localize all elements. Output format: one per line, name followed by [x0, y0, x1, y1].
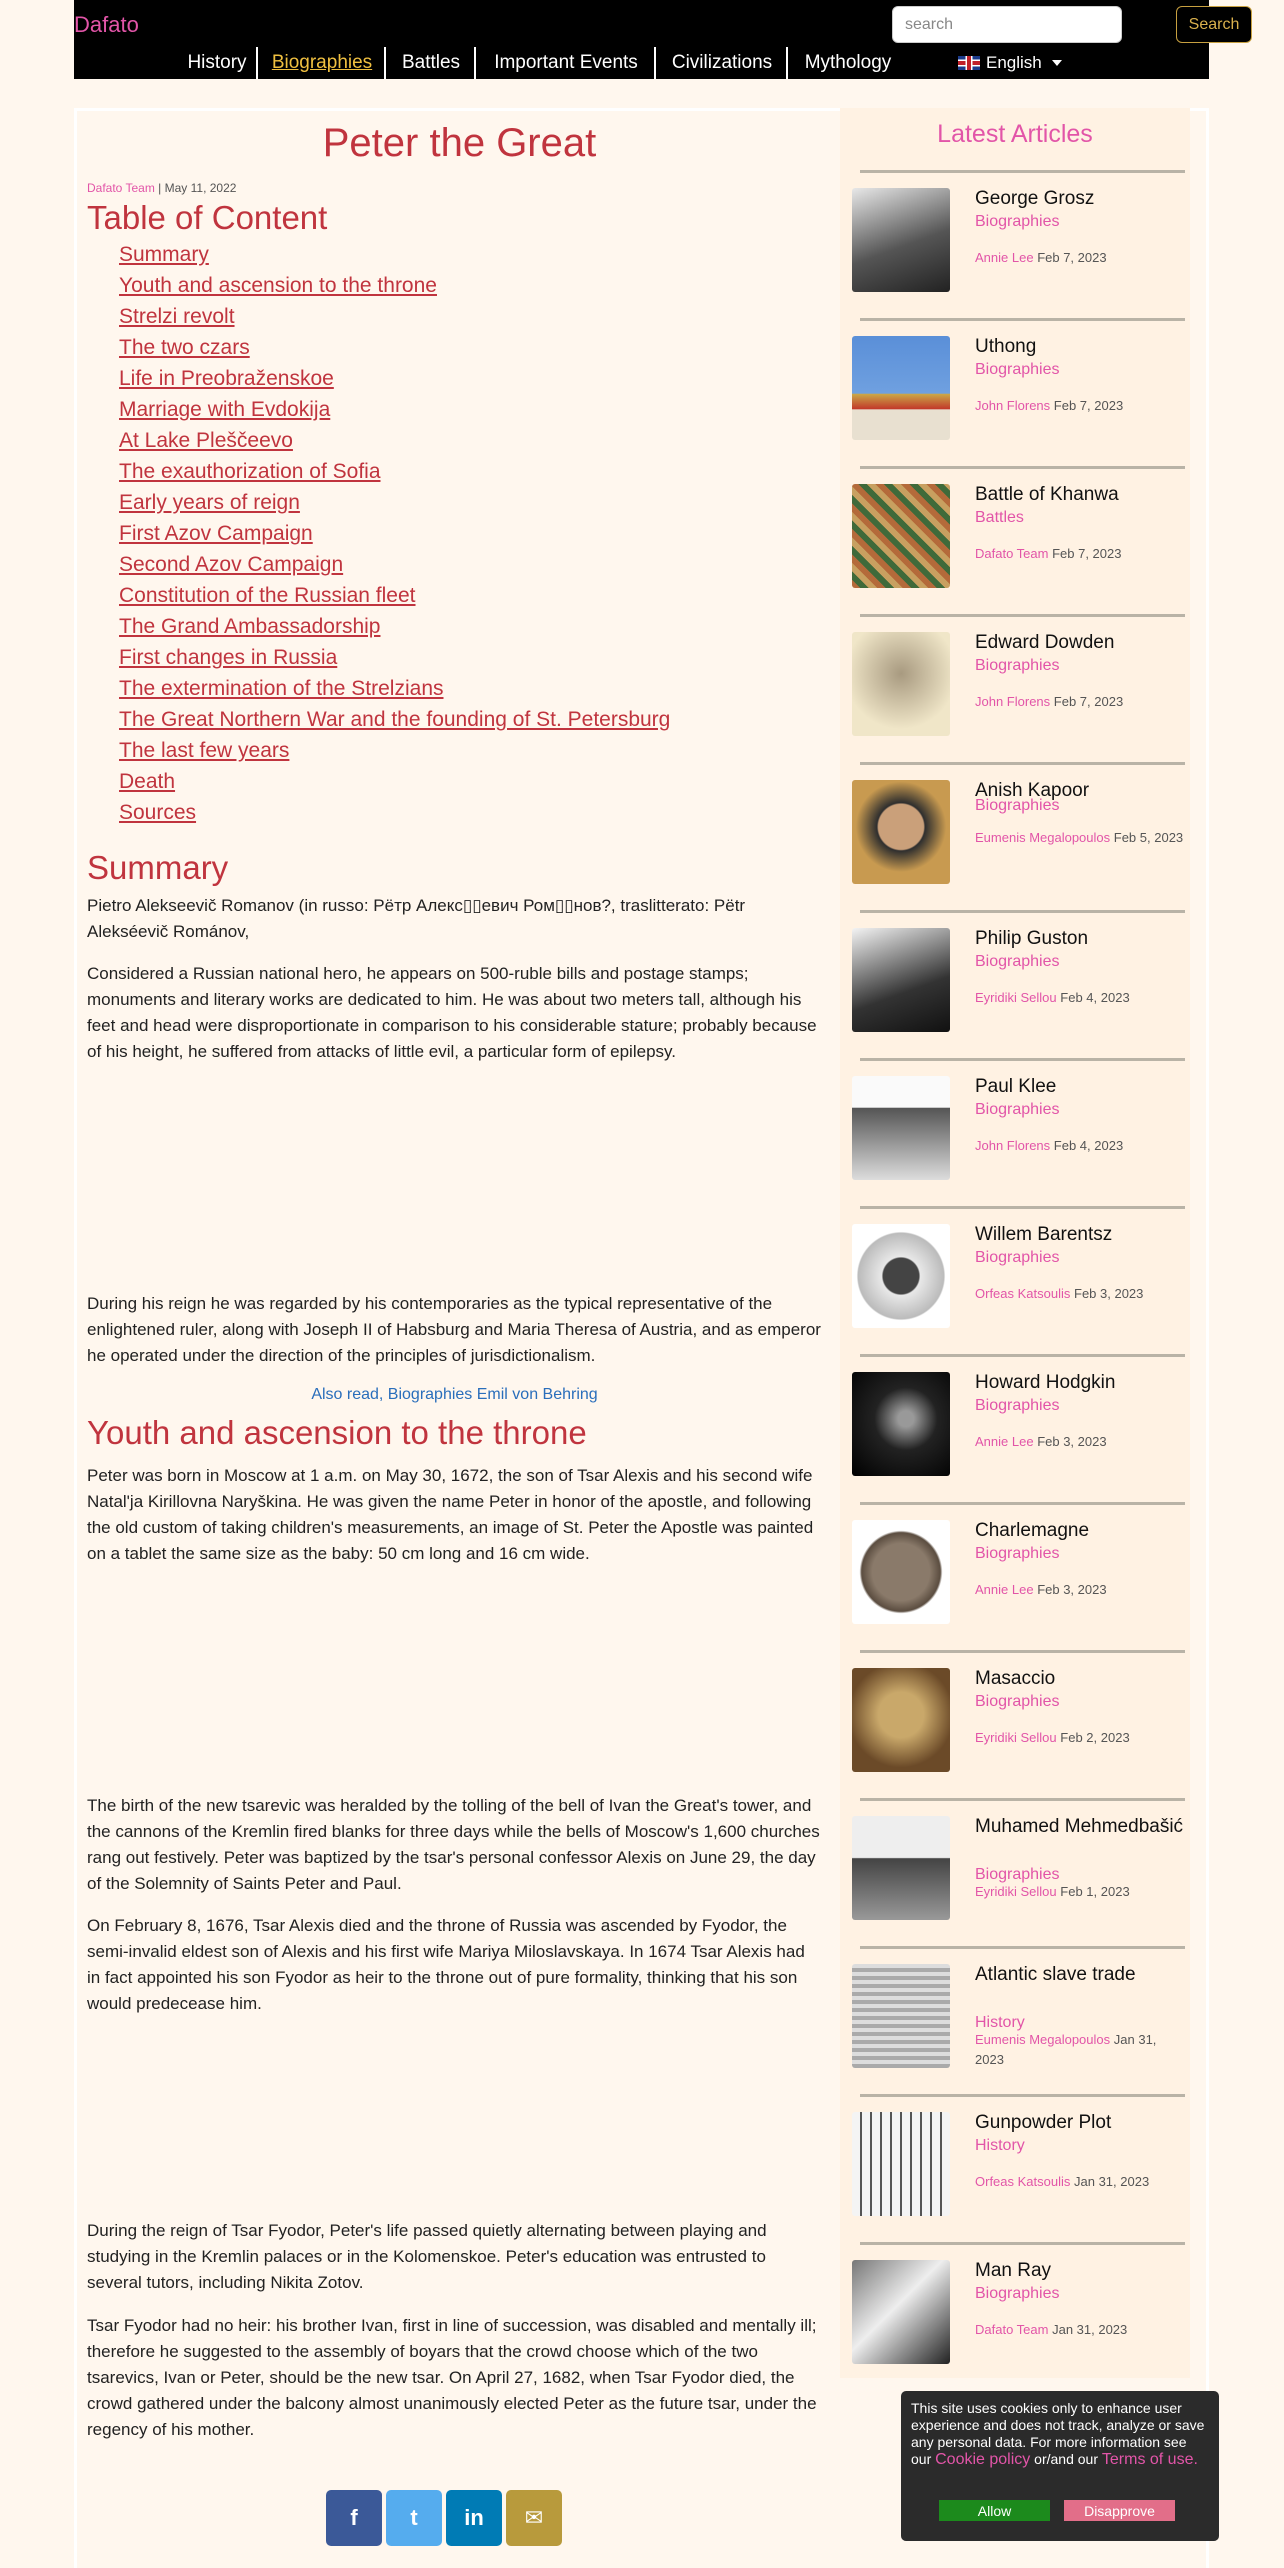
- nav-civilizations[interactable]: Civilizations: [658, 47, 788, 79]
- article-byline: [975, 544, 1185, 564]
- cookie-banner: [901, 2391, 1219, 2541]
- article-category[interactable]: Biographies: [975, 1249, 1060, 1266]
- article-author[interactable]: John Florens: [975, 1138, 1051, 1153]
- toc-link[interactable]: The Grand Ambassadorship: [119, 615, 381, 638]
- article-thumbnail[interactable]: [852, 1964, 950, 2068]
- summary-paragraph: Pietro Alekseevič Romanov (in russo: Pëтр Алекс▯▯евич Ром▯▯нов?, traslitterato: Pëtr Alekséevič Románov,: [87, 896, 746, 941]
- article-date: Feb 4, 2023: [1053, 1138, 1124, 1153]
- summary-heading: Summary: [87, 849, 229, 886]
- cookie-policy-link[interactable]: Cookie policy: [935, 2451, 1031, 2468]
- article-date: Feb 2, 2023: [1060, 1730, 1130, 1745]
- article-thumbnail[interactable]: [852, 1520, 950, 1624]
- latest-article-card[interactable]: [852, 1354, 1192, 1502]
- article-author[interactable]: Eumenis Megalopoulos: [975, 830, 1111, 845]
- caret-down-icon: [1052, 60, 1062, 66]
- article-title-link[interactable]: Anish Kapoor: [975, 780, 1090, 801]
- article-thumbnail[interactable]: [852, 1668, 950, 1772]
- latest-article-card[interactable]: [852, 1058, 1192, 1206]
- cookie-text: This site uses cookies only to enhance user experience and does not track, analyze or save any personal data. For more information see our: [911, 2400, 1205, 2467]
- toc-link[interactable]: First Azov Campaign: [119, 522, 313, 545]
- article-category[interactable]: Biographies: [975, 1866, 1060, 1883]
- toc-link[interactable]: The exauthorization of Sofia: [119, 460, 381, 483]
- toc-link[interactable]: Strelzi revolt: [119, 305, 235, 328]
- language-label: English: [986, 53, 1042, 72]
- facebook-icon: f: [350, 2505, 358, 2530]
- article-title-link[interactable]: Gunpowder Plot: [975, 2112, 1112, 2133]
- toc-link[interactable]: Second Azov Campaign: [119, 553, 344, 576]
- toc-link[interactable]: The last few years: [119, 739, 290, 762]
- card-divider: [860, 762, 1185, 765]
- article-date: Feb 4, 2023: [1060, 990, 1130, 1005]
- nav-history[interactable]: History: [178, 47, 258, 79]
- email-icon: ✉: [524, 2505, 544, 2530]
- latest-article-card[interactable]: [852, 910, 1192, 1058]
- table-of-contents: [119, 243, 670, 832]
- latest-article-card[interactable]: [852, 1206, 1192, 1354]
- terms-link[interactable]: Terms of use.: [1101, 2451, 1198, 2468]
- article-meta: [87, 181, 236, 195]
- article-date: Jan 31, 2023: [975, 2032, 1157, 2067]
- also-read-link[interactable]: Also read, Biographies Emil von Behring: [311, 1386, 598, 1403]
- article-category[interactable]: Biographies: [975, 953, 1060, 970]
- article-author[interactable]: Dafato Team: [87, 181, 155, 195]
- article-date: May 11, 2022: [164, 181, 237, 195]
- toc-link[interactable]: Constitution of the Russian fleet: [119, 584, 416, 607]
- search-input[interactable]: [892, 6, 1122, 43]
- card-divider: [860, 1946, 1185, 1949]
- article-author[interactable]: Orfeas Katsoulis: [975, 2174, 1071, 2189]
- toc-link[interactable]: Sources: [119, 801, 197, 824]
- article-author[interactable]: John Florens: [975, 398, 1051, 413]
- latest-article-card[interactable]: [852, 1798, 1192, 1946]
- article-author[interactable]: Eyridiki Sellou: [975, 1884, 1057, 1899]
- card-divider: [860, 1354, 1185, 1357]
- toc-link[interactable]: The two czars: [119, 336, 250, 359]
- article-author[interactable]: Eyridiki Sellou: [975, 990, 1057, 1005]
- article-title-link[interactable]: Muhamed Mehmedbašić: [975, 1816, 1184, 1837]
- card-divider: [860, 1058, 1185, 1061]
- latest-article-card[interactable]: [852, 762, 1192, 910]
- card-divider: [860, 170, 1185, 173]
- latest-article-card[interactable]: [852, 318, 1192, 466]
- article-date: Feb 7, 2023: [1052, 546, 1122, 561]
- share-email-button[interactable]: [506, 2490, 562, 2546]
- article-category[interactable]: Battles: [975, 509, 1024, 526]
- article-thumbnail[interactable]: [852, 484, 950, 588]
- share-linkedin-button[interactable]: [446, 2490, 502, 2546]
- latest-article-card[interactable]: [852, 2094, 1192, 2242]
- article-title-link[interactable]: Howard Hodgkin: [975, 1372, 1116, 1393]
- article-author[interactable]: Dafato Team: [975, 2322, 1049, 2337]
- toc-link[interactable]: At Lake Pleščeevo: [119, 429, 293, 452]
- article-byline: [975, 2172, 1185, 2192]
- article-title-link[interactable]: Paul Klee: [975, 1076, 1057, 1097]
- article-author[interactable]: Annie Lee: [975, 1434, 1034, 1449]
- article-category[interactable]: Biographies: [975, 1545, 1060, 1562]
- card-divider: [860, 318, 1185, 321]
- latest-article-card[interactable]: [852, 1502, 1192, 1650]
- youth-paragraph: During the reign of Tsar Fyodor, Peter's life passed quietly alternating between playing and studying in the Kremlin palaces or in the Kolomenskoe. Peter's education was entrusted to several tutors, including Nikita Zotov.: [87, 2221, 767, 2292]
- article-author[interactable]: Annie Lee: [975, 1582, 1034, 1597]
- linkedin-icon: in: [464, 2505, 484, 2530]
- share-twitter-button[interactable]: [386, 2490, 442, 2546]
- article-byline: [975, 1136, 1185, 1156]
- article-thumbnail[interactable]: [852, 336, 950, 440]
- disapprove-cookies-button[interactable]: Disapprove: [1064, 2500, 1175, 2521]
- latest-article-card[interactable]: [852, 1650, 1192, 1798]
- youth-paragraph: On February 8, 1676, Tsar Alexis died and the throne of Russia was ascended by Fyodor, the semi-invalid eldest son of Alexis and his first wife Mariya Miloslavskaya. In 1674 Tsar Alexis had in fact appointed his son Fyodor as heir to the throne out of pure formality, thinking that his son would predecease him.: [87, 1916, 805, 2013]
- article-thumbnail[interactable]: [852, 1076, 950, 1180]
- card-divider: [860, 1206, 1185, 1209]
- article-thumbnail[interactable]: [852, 1372, 950, 1476]
- article-date: Jan 31, 2023: [1074, 2174, 1150, 2189]
- latest-article-card[interactable]: [852, 2242, 1192, 2390]
- latest-article-card[interactable]: [852, 170, 1192, 318]
- article-title-link[interactable]: Uthong: [975, 336, 1037, 357]
- toc-link[interactable]: Life in Preobraženskoe: [119, 367, 334, 390]
- uk-flag-icon: [958, 56, 980, 70]
- article-thumbnail[interactable]: [852, 1224, 950, 1328]
- nav-battles[interactable]: Battles: [388, 47, 476, 79]
- article-category[interactable]: Biographies: [975, 361, 1060, 378]
- toc-link[interactable]: The extermination of the Strelzians: [119, 677, 444, 700]
- nav-mythology[interactable]: Mythology: [804, 52, 892, 73]
- card-divider: [860, 1650, 1185, 1653]
- allow-cookies-button[interactable]: Allow: [939, 2500, 1050, 2521]
- article-title-link[interactable]: Masaccio: [975, 1668, 1056, 1689]
- article-author[interactable]: Annie Lee: [975, 250, 1034, 265]
- article-byline: [975, 396, 1185, 416]
- article-thumbnail[interactable]: [852, 632, 950, 736]
- top-bar: [74, 0, 1240, 50]
- article-thumbnail[interactable]: [852, 2112, 950, 2216]
- article-thumbnail[interactable]: [852, 2260, 950, 2364]
- language-selector[interactable]: [958, 47, 1062, 79]
- youth-paragraph: The birth of the new tsarevic was heralded by the tolling of the bell of Ivan the Great's tower, and the cannons of the Kremlin fired blanks for three days while the bells of Moscow's 1,600 churches rang out festively. Peter was baptized by the tsar's personal confessor Alexis on June 29, the day of the Solemnity of Saints Peter and Paul.: [87, 1796, 820, 1893]
- nav-bar: [74, 47, 1209, 79]
- article-author[interactable]: John Florens: [975, 694, 1051, 709]
- card-divider: [860, 1798, 1185, 1801]
- article-category[interactable]: Biographies: [975, 213, 1060, 230]
- article-thumbnail[interactable]: [852, 780, 950, 884]
- article-date: Jan 31, 2023: [1052, 2322, 1128, 2337]
- article-byline: [975, 692, 1185, 712]
- toc-heading: Table of Content: [87, 199, 328, 236]
- article-byline: [975, 828, 1185, 848]
- article-byline: [975, 1284, 1185, 1304]
- article-category[interactable]: History: [975, 2014, 1025, 2031]
- summary-paragraph: During his reign he was regarded by his contemporaries as the typical representative of the enlightened ruler, along with Joseph II of Habsburg and Maria Theresa of Austria, and as emperor he operated under the direction of the principles of jurisdictionalism.: [87, 1294, 821, 1365]
- article-thumbnail[interactable]: [852, 188, 950, 292]
- article-byline: [975, 2320, 1185, 2340]
- nav-biographies[interactable]: Biographies: [260, 47, 386, 79]
- nav-important-events[interactable]: Important Events: [478, 47, 656, 79]
- article-author[interactable]: Eyridiki Sellou: [975, 1730, 1057, 1745]
- article-title-link[interactable]: Philip Guston: [975, 928, 1089, 949]
- article-date: Feb 7, 2023: [1053, 398, 1124, 413]
- article-date: Feb 7, 2023: [1037, 250, 1107, 265]
- article-category[interactable]: Biographies: [975, 1693, 1060, 1710]
- article-byline: [975, 1432, 1185, 1452]
- article-byline: [975, 988, 1185, 1008]
- article-date: Feb 1, 2023: [1060, 1884, 1130, 1899]
- article-byline: [975, 1728, 1185, 1748]
- article-byline: [975, 1580, 1185, 1600]
- article-date: Feb 5, 2023: [1113, 830, 1184, 845]
- meta-separator: |: [158, 181, 165, 195]
- toc-link[interactable]: The Great Northern War and the founding of St. Petersburg: [119, 708, 671, 731]
- article-category[interactable]: Biographies: [975, 2285, 1060, 2302]
- article-title-link[interactable]: Man Ray: [975, 2260, 1052, 2281]
- article-title-link[interactable]: George Grosz: [975, 188, 1095, 209]
- toc-link[interactable]: Youth and ascension to the throne: [119, 274, 437, 297]
- article-category[interactable]: Biographies: [975, 797, 1060, 814]
- article-byline: [975, 1882, 1185, 1902]
- latest-article-card[interactable]: [852, 1946, 1192, 2094]
- article-category[interactable]: Biographies: [975, 1101, 1060, 1118]
- toc-link[interactable]: Marriage with Evdokija: [119, 398, 331, 421]
- card-divider: [860, 466, 1185, 469]
- article-title-link[interactable]: Atlantic slave trade: [975, 1964, 1136, 1985]
- article-category[interactable]: Biographies: [975, 657, 1060, 674]
- toc-link[interactable]: Early years of reign: [119, 491, 300, 514]
- article-thumbnail[interactable]: [852, 928, 950, 1032]
- article-date: Feb 3, 2023: [1037, 1582, 1107, 1597]
- summary-paragraph: Considered a Russian national hero, he appears on 500-ruble bills and postage stamps; monuments and literary works are dedicated to him. He was about two meters tall, although his feet and head were disproportionate in comparison to his considerable stature; probably because of his height, he suffered from attacks of little evil, a particular form of epilepsy.: [87, 964, 817, 1061]
- youth-heading: Youth and ascension to the throne: [87, 1414, 587, 1451]
- share-facebook-button[interactable]: [326, 2490, 382, 2546]
- article-thumbnail[interactable]: [852, 1816, 950, 1920]
- latest-article-card[interactable]: [852, 614, 1192, 762]
- youth-paragraph: Peter was born in Moscow at 1 a.m. on May 30, 1672, the son of Tsar Alexis and his second wife Natal'ja Kirillovna Naryškina. He was given the name Peter in honor of the apostle, and following the old custom of taking children's measurements, an image of St. Peter the Apostle was painted on a tablet the same size as the baby: 50 cm long and 16 cm wide.: [87, 1466, 814, 1563]
- article-date: Feb 7, 2023: [1053, 694, 1124, 709]
- card-divider: [860, 910, 1185, 913]
- article-byline: [975, 248, 1185, 268]
- article-date: Feb 3, 2023: [1037, 1434, 1107, 1449]
- article-title-link[interactable]: Edward Dowden: [975, 632, 1115, 653]
- cookie-text-middle: or/and our: [1034, 2451, 1098, 2467]
- card-divider: [860, 614, 1185, 617]
- article-byline: [975, 2030, 1185, 2070]
- latest-article-card[interactable]: [852, 466, 1192, 614]
- latest-articles-sidebar: [840, 108, 1190, 2378]
- card-divider: [860, 2242, 1185, 2245]
- toc-link[interactable]: Death: [119, 770, 176, 793]
- article-title-link[interactable]: Battle of Khanwa: [975, 484, 1119, 505]
- article-title: Peter the Great: [322, 121, 597, 165]
- article-author[interactable]: Eumenis Megalopoulos: [975, 2032, 1111, 2047]
- card-divider: [860, 2094, 1185, 2097]
- twitter-icon: t: [410, 2505, 418, 2530]
- article-date: Feb 3, 2023: [1074, 1286, 1144, 1301]
- toc-link[interactable]: Summary: [119, 243, 209, 266]
- brand-logo[interactable]: Dafato: [74, 12, 139, 37]
- toc-link[interactable]: First changes in Russia: [119, 646, 338, 669]
- article-category[interactable]: History: [975, 2137, 1025, 2154]
- article-category[interactable]: Biographies: [975, 1397, 1060, 1414]
- card-divider: [860, 1502, 1185, 1505]
- sidebar-title: Latest Articles: [937, 120, 1093, 148]
- article-title-link[interactable]: Willem Barentsz: [975, 1224, 1113, 1245]
- search-button[interactable]: Search: [1176, 6, 1252, 43]
- article-author[interactable]: Orfeas Katsoulis: [975, 1286, 1071, 1301]
- article-author[interactable]: Dafato Team: [975, 546, 1049, 561]
- youth-paragraph: Tsar Fyodor had no heir: his brother Ivan, first in line of succession, was disabled and mentally ill; therefore he suggested to the assembly of boyars that the crowd choose which of the two tsarevics, Ivan or Peter, should be the new tsar. On April 27, 1682, when Tsar Fyodor died, the crowd gathered under the balcony almost unanimously elected Peter as the future tsar, under the regency of his mother.: [87, 2316, 817, 2439]
- article-title-link[interactable]: Charlemagne: [975, 1520, 1090, 1541]
